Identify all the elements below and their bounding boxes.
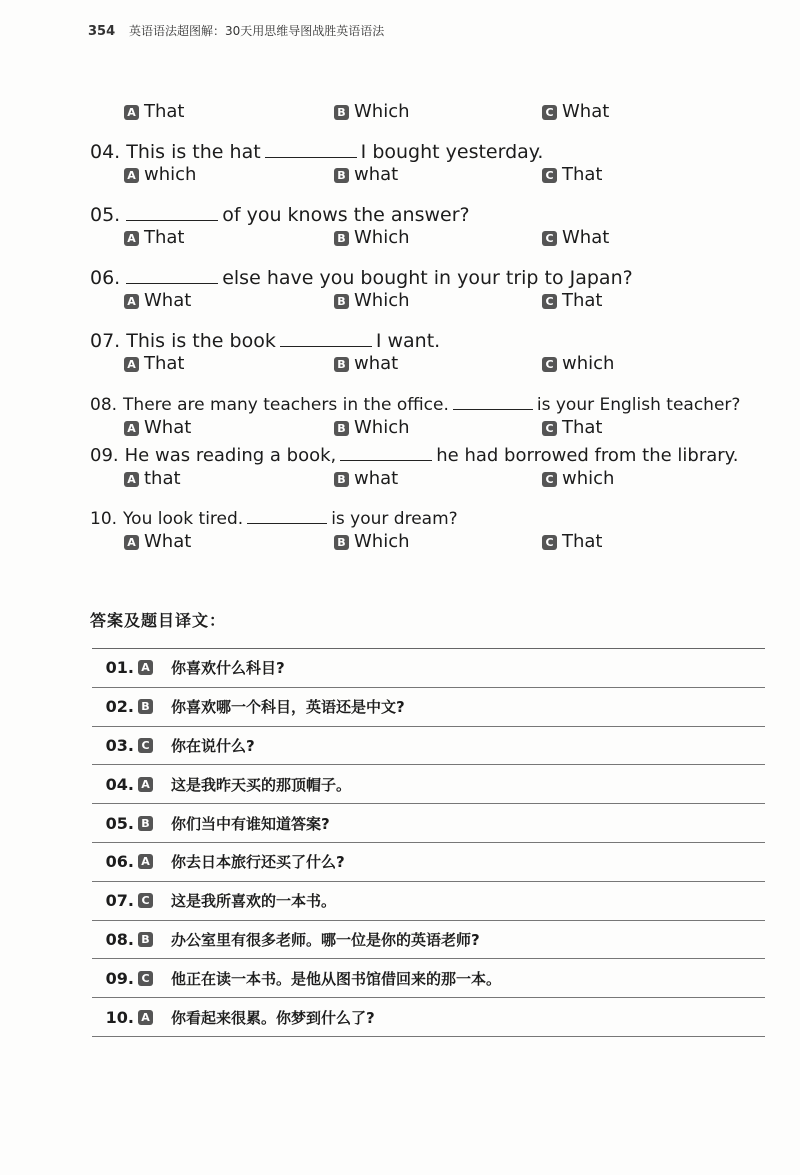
answer-letter-badge: C <box>138 893 153 908</box>
option-c: C That <box>542 290 603 311</box>
option-a: A What <box>124 290 191 311</box>
option-b: B what <box>334 164 398 185</box>
option-b: B Which <box>334 101 410 122</box>
answer-blank <box>340 444 432 461</box>
answer-letter-badge: A <box>138 854 153 869</box>
option-c-badge: C <box>542 105 557 120</box>
option-b: B what <box>334 353 398 374</box>
answer-row: 01. A 你喜欢什么科目? <box>92 649 765 688</box>
option-c: C What <box>542 101 609 122</box>
answer-letter-badge: A <box>138 660 153 675</box>
question-stem: 09. He was reading a book, he had borrowed from the library. <box>90 445 739 466</box>
answer-blank <box>265 141 357 158</box>
answer-letter-badge: C <box>138 971 153 986</box>
option-c: C which <box>542 353 614 374</box>
question-08 <box>90 393 770 441</box>
answer-blank <box>247 507 327 524</box>
answer-row: 04. A 这是我昨天买的那顶帽子。 <box>92 765 765 804</box>
answer-row: 07. C 这是我所喜欢的一本书。 <box>92 882 765 921</box>
option-b: B Which <box>334 531 410 552</box>
answer-row: 06. A 你去日本旅行还买了什么? <box>92 843 765 882</box>
answer-letter-badge: C <box>138 738 153 753</box>
answer-blank <box>453 393 533 410</box>
answer-blank <box>126 204 218 221</box>
answer-row: 05. B 你们当中有谁知道答案? <box>92 804 765 843</box>
option-a: A That <box>124 227 185 248</box>
answers-title: 答案及题目译文： <box>90 611 227 630</box>
option-a: A What <box>124 531 191 552</box>
question-07 <box>90 329 770 377</box>
answer-blank <box>126 267 218 284</box>
answers-table <box>92 648 765 1037</box>
question-03-options <box>90 101 770 125</box>
option-b: B Which <box>334 417 410 438</box>
answer-letter-badge: A <box>138 777 153 792</box>
question-04 <box>90 140 770 188</box>
question-stem: 05. of you knows the answer? <box>90 204 470 226</box>
answer-letter-badge: B <box>138 932 153 947</box>
answer-row: 10. A 你看起来很累。你梦到什么了? <box>92 998 765 1037</box>
option-a: A What <box>124 417 191 438</box>
option-a: A That <box>124 353 185 374</box>
option-b: B Which <box>334 227 410 248</box>
question-stem: 10. You look tired. is your dream? <box>90 509 458 529</box>
option-b-badge: B <box>334 105 349 120</box>
question-stem: 06. else have you bought in your trip to Japan? <box>90 267 633 289</box>
question-09 <box>90 444 770 492</box>
option-c: C which <box>542 468 614 489</box>
answer-row: 08. B 办公室里有很多老师。哪一位是你的英语老师? <box>92 921 765 960</box>
question-stem: 07. This is the book I want. <box>90 330 441 352</box>
answer-letter-badge: A <box>138 1010 153 1025</box>
question-10 <box>90 507 770 555</box>
option-a: A That <box>124 101 185 122</box>
option-c: C That <box>542 417 603 438</box>
option-a-badge: A <box>124 105 139 120</box>
answer-row: 02. B 你喜欢哪一个科目，英语还是中文? <box>92 688 765 727</box>
option-a: A that <box>124 468 181 489</box>
question-stem: 08. There are many teachers in the office. is your English teacher? <box>90 395 741 415</box>
question-05 <box>90 203 770 251</box>
answer-letter-badge: B <box>138 816 153 831</box>
answer-blank <box>280 330 372 347</box>
answer-row: 03. C 你在说什么? <box>92 727 765 766</box>
option-a: A which <box>124 164 196 185</box>
page-number: 354 <box>88 24 116 39</box>
answer-letter-badge: B <box>138 699 153 714</box>
option-c: C That <box>542 531 603 552</box>
option-b: B Which <box>334 290 410 311</box>
question-06 <box>90 266 770 314</box>
option-c: C What <box>542 227 609 248</box>
question-stem: 04. This is the hat I bought yesterday. <box>90 141 544 163</box>
answer-row: 09. C 他正在读一本书。是他从图书馆借回来的那一本。 <box>92 959 765 998</box>
book-title: 英语语法超图解：30天用思维导图战胜英语语法 <box>128 24 385 38</box>
page-header <box>88 22 384 39</box>
option-b: B what <box>334 468 398 489</box>
option-c: C That <box>542 164 603 185</box>
